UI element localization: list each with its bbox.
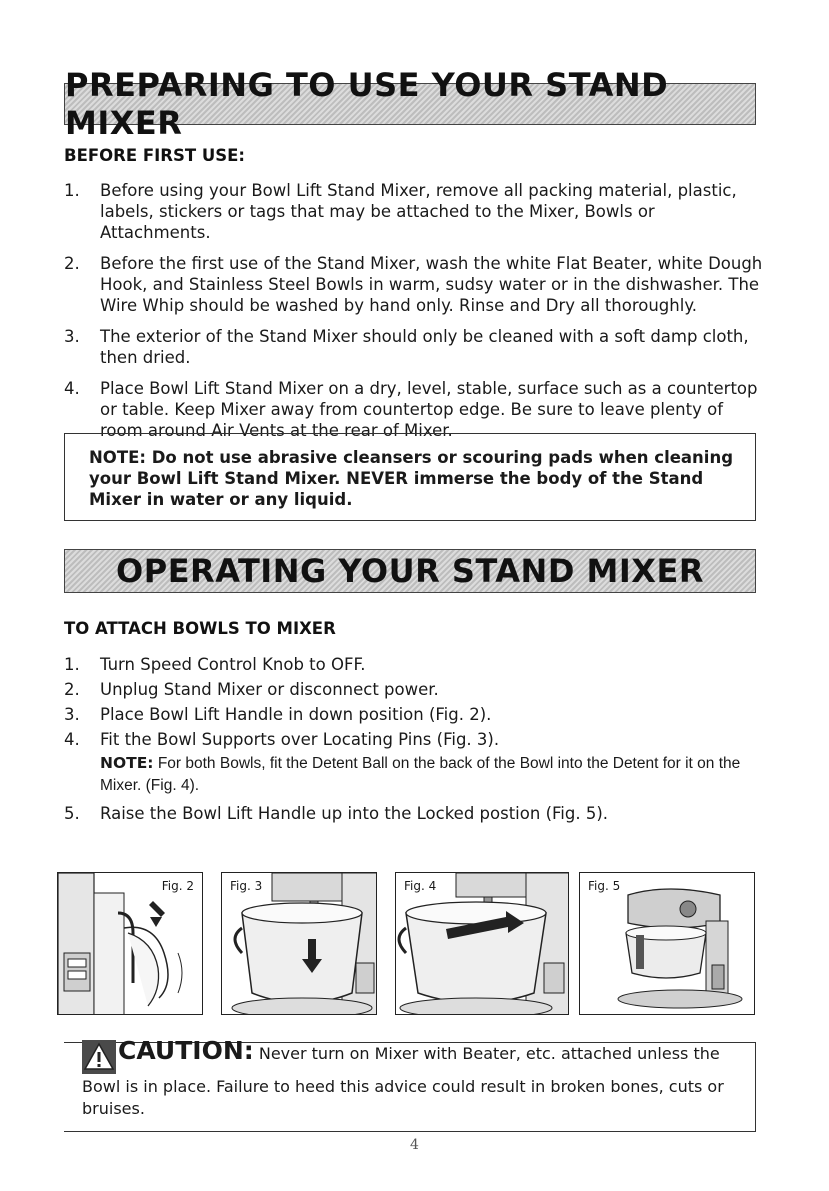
bowl-note bbox=[64, 752, 764, 797]
list-item: 3. The exterior of the Stand Mixer should only be cleaned with a soft damp cloth, then dried. bbox=[64, 327, 749, 367]
banner-title: PREPARING TO USE YOUR STAND MIXER bbox=[65, 66, 669, 142]
list-item: 3. Place Bowl Lift Handle in down position (Fig. 2). bbox=[64, 705, 492, 724]
detent-ball-illustration bbox=[396, 873, 569, 1015]
section-heading-before-first-use: BEFORE FIRST USE: bbox=[64, 146, 246, 165]
cleaning-note-box bbox=[64, 433, 756, 521]
section-banner-operating bbox=[64, 549, 756, 593]
section-banner-preparing bbox=[64, 66, 756, 142]
figure-label: Fig. 4 bbox=[404, 879, 437, 893]
caution-text-rest: Bowl is in place. Failure to heed this advice could result in broken bones, cuts or bruises. bbox=[82, 1077, 724, 1118]
list-item: 4. Place Bowl Lift Stand Mixer on a dry, level, stable, surface such as a countertop or table. Keep Mixer away from countertop edge. Be sure to leave plenty of room around Air Vents at the rear of Mixer. bbox=[64, 379, 758, 440]
section-heading-attach-bowls: TO ATTACH BOWLS TO MIXER bbox=[64, 619, 336, 638]
figure-2 bbox=[57, 872, 203, 1015]
figure-label: Fig. 3 bbox=[230, 879, 263, 893]
list-item: 2. Before the first use of the Stand Mixer, wash the white Flat Beater, white Dough Hook, and Stainless Steel Bowls in warm, sudsy water or in the dishwasher. The Wire Whip should be washed by hand only. Rinse and Dry all thoroughly. bbox=[64, 254, 763, 315]
bowl-note-label: NOTE: bbox=[100, 754, 154, 772]
figure-5 bbox=[579, 872, 755, 1015]
banner-title: OPERATING YOUR STAND MIXER bbox=[116, 552, 704, 590]
bowl-note-text: For both Bowls, fit the Detent Ball on the back of the Bowl into the Detent for it on the Mixer. (Fig. 4). bbox=[100, 755, 741, 794]
list-item: 2. Unplug Stand Mixer or disconnect power. bbox=[64, 680, 439, 699]
list-item: 1. Turn Speed Control Knob to OFF. bbox=[64, 655, 366, 674]
caution-heading-line bbox=[118, 1036, 758, 1065]
cleaning-note-text: NOTE: Do not use abrasive cleansers or scouring pads when cleaning your Bowl Lift Stand Mixer. NEVER immerse the body of the Stand Mixer in water or any liquid. bbox=[89, 448, 734, 509]
figure-label: Fig. 5 bbox=[588, 879, 621, 893]
list-item: 1. Before using your Bowl Lift Stand Mixer, remove all packing material, plastic, labels, stickers or tags that may be attached to the Mixer, Bowls or Attachments. bbox=[64, 181, 737, 242]
caution-title: CAUTION: bbox=[118, 1036, 254, 1065]
stand-mixer-locked-illustration bbox=[580, 873, 755, 1015]
list-item: 5. Raise the Bowl Lift Handle up into the Locked postion (Fig. 5). bbox=[64, 804, 609, 823]
figure-3 bbox=[221, 872, 377, 1015]
attach-bowls-list bbox=[64, 654, 764, 828]
list-item: 4. Fit the Bowl Supports over Locating Pins (Fig. 3). bbox=[64, 730, 500, 749]
warning-icon bbox=[82, 1040, 116, 1074]
caution-text-first: Never turn on Mixer with Beater, etc. attached unless the bbox=[258, 1044, 720, 1063]
before-first-use-list bbox=[64, 180, 764, 451]
bowl-lift-handle-down-illustration bbox=[58, 873, 203, 1015]
figure-label: Fig. 2 bbox=[161, 879, 194, 893]
figure-4 bbox=[395, 872, 569, 1015]
page-number: 4 bbox=[410, 1137, 419, 1153]
bowl-on-pins-illustration bbox=[222, 873, 377, 1015]
